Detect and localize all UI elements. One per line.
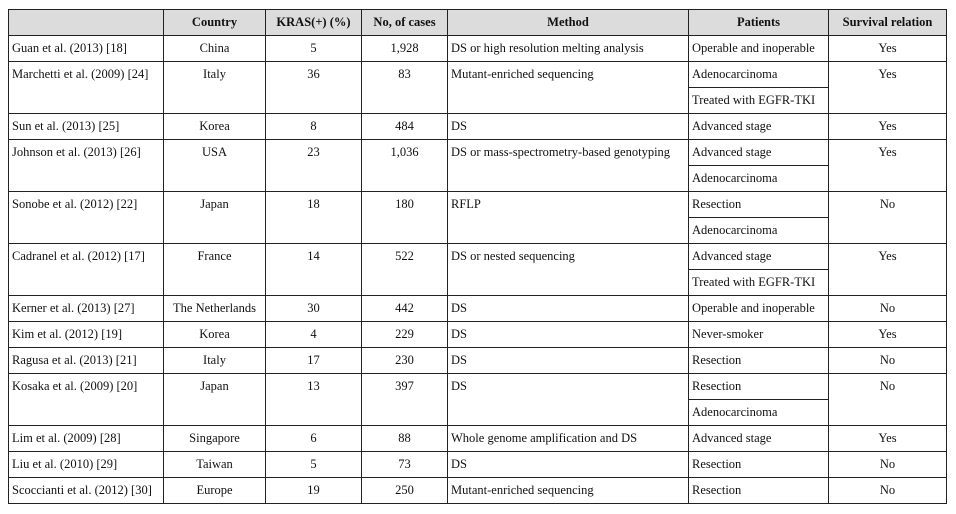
header-cases: No, of cases (362, 10, 448, 36)
cases-cell: 397 (362, 374, 448, 426)
country-cell: Korea (164, 322, 266, 348)
table-row (9, 244, 947, 270)
cases-cell: 230 (362, 348, 448, 374)
method-cell: RFLP (448, 192, 689, 244)
kras-cell: 36 (266, 62, 362, 114)
table-row (9, 322, 947, 348)
country-cell: The Netherlands (164, 296, 266, 322)
kras-cell: 18 (266, 192, 362, 244)
header-row (9, 10, 947, 36)
survival-cell: Yes (829, 140, 947, 192)
country-cell: USA (164, 140, 266, 192)
country-cell: Italy (164, 62, 266, 114)
survival-cell: Yes (829, 114, 947, 140)
table-row (9, 452, 947, 478)
study-cell: Scoccianti et al. (2012) [30] (9, 478, 164, 504)
header-country: Country (164, 10, 266, 36)
method-cell: DS (448, 452, 689, 478)
study-cell: Sun et al. (2013) [25] (9, 114, 164, 140)
kras-cell: 13 (266, 374, 362, 426)
method-cell: DS (448, 374, 689, 426)
cases-cell: 83 (362, 62, 448, 114)
method-cell: DS (448, 296, 689, 322)
patients-cell: Adenocarcinoma (689, 218, 829, 244)
method-cell: DS (448, 322, 689, 348)
kras-cell: 6 (266, 426, 362, 452)
kras-cell: 8 (266, 114, 362, 140)
study-cell: Sonobe et al. (2012) [22] (9, 192, 164, 244)
kras-cell: 4 (266, 322, 362, 348)
cases-cell: 522 (362, 244, 448, 296)
header-kras: KRAS(+) (%) (266, 10, 362, 36)
method-cell: DS (448, 348, 689, 374)
country-cell: Europe (164, 478, 266, 504)
cases-cell: 88 (362, 426, 448, 452)
header-study (9, 10, 164, 36)
patients-cell: Operable and inoperable (689, 296, 829, 322)
study-cell: Cadranel et al. (2012) [17] (9, 244, 164, 296)
study-cell: Ragusa et al. (2013) [21] (9, 348, 164, 374)
kras-cell: 19 (266, 478, 362, 504)
study-cell: Kosaka et al. (2009) [20] (9, 374, 164, 426)
patients-cell: Adenocarcinoma (689, 62, 829, 88)
kras-cell: 5 (266, 36, 362, 62)
country-cell: China (164, 36, 266, 62)
patients-cell: Operable and inoperable (689, 36, 829, 62)
method-cell: Mutant-enriched sequencing (448, 62, 689, 114)
table-row (9, 348, 947, 374)
method-cell: DS (448, 114, 689, 140)
patients-cell: Treated with EGFR-TKI (689, 88, 829, 114)
patients-cell: Advanced stage (689, 244, 829, 270)
country-cell: Japan (164, 374, 266, 426)
patients-cell: Adenocarcinoma (689, 166, 829, 192)
patients-cell: Resection (689, 374, 829, 400)
cases-cell: 1,036 (362, 140, 448, 192)
study-cell: Johnson et al. (2013) [26] (9, 140, 164, 192)
patients-cell: Resection (689, 192, 829, 218)
table-row (9, 192, 947, 218)
patients-cell: Resection (689, 452, 829, 478)
survival-cell: Yes (829, 322, 947, 348)
country-cell: Japan (164, 192, 266, 244)
cases-cell: 1,928 (362, 36, 448, 62)
table-row (9, 296, 947, 322)
kras-cell: 30 (266, 296, 362, 322)
survival-cell: Yes (829, 36, 947, 62)
survival-cell: Yes (829, 426, 947, 452)
survival-cell: No (829, 348, 947, 374)
survival-cell: Yes (829, 244, 947, 296)
patients-cell: Never-smoker (689, 322, 829, 348)
table-row (9, 374, 947, 400)
patients-cell: Advanced stage (689, 140, 829, 166)
cases-cell: 73 (362, 452, 448, 478)
cases-cell: 250 (362, 478, 448, 504)
header-survival: Survival relation (829, 10, 947, 36)
method-cell: Mutant-enriched sequencing (448, 478, 689, 504)
method-cell: DS or mass-spectrometry-based genotyping (448, 140, 689, 192)
table-row (9, 114, 947, 140)
study-cell: Kerner et al. (2013) [27] (9, 296, 164, 322)
patients-cell: Advanced stage (689, 426, 829, 452)
patients-cell: Treated with EGFR-TKI (689, 270, 829, 296)
table-row (9, 426, 947, 452)
patients-cell: Adenocarcinoma (689, 400, 829, 426)
table-row (9, 478, 947, 504)
patients-cell: Resection (689, 348, 829, 374)
survival-cell: No (829, 192, 947, 244)
method-cell: DS or nested sequencing (448, 244, 689, 296)
country-cell: France (164, 244, 266, 296)
cases-cell: 484 (362, 114, 448, 140)
header-patients: Patients (689, 10, 829, 36)
survival-cell: No (829, 478, 947, 504)
table-body (9, 36, 947, 504)
kras-cell: 23 (266, 140, 362, 192)
study-cell: Guan et al. (2013) [18] (9, 36, 164, 62)
country-cell: Taiwan (164, 452, 266, 478)
survival-cell: Yes (829, 62, 947, 114)
patients-cell: Advanced stage (689, 114, 829, 140)
study-cell: Marchetti et al. (2009) [24] (9, 62, 164, 114)
header-method: Method (448, 10, 689, 36)
country-cell: Italy (164, 348, 266, 374)
cases-cell: 229 (362, 322, 448, 348)
kras-cell: 17 (266, 348, 362, 374)
survival-cell: No (829, 296, 947, 322)
kras-cell: 5 (266, 452, 362, 478)
kras-studies-table (8, 9, 947, 504)
kras-cell: 14 (266, 244, 362, 296)
country-cell: Korea (164, 114, 266, 140)
study-cell: Lim et al. (2009) [28] (9, 426, 164, 452)
country-cell: Singapore (164, 426, 266, 452)
study-cell: Kim et al. (2012) [19] (9, 322, 164, 348)
patients-cell: Resection (689, 478, 829, 504)
survival-cell: No (829, 374, 947, 426)
study-cell: Liu et al. (2010) [29] (9, 452, 164, 478)
cases-cell: 180 (362, 192, 448, 244)
survival-cell: No (829, 452, 947, 478)
table-row (9, 140, 947, 166)
table-row (9, 62, 947, 88)
method-cell: DS or high resolution melting analysis (448, 36, 689, 62)
method-cell: Whole genome amplification and DS (448, 426, 689, 452)
cases-cell: 442 (362, 296, 448, 322)
table-row (9, 36, 947, 62)
